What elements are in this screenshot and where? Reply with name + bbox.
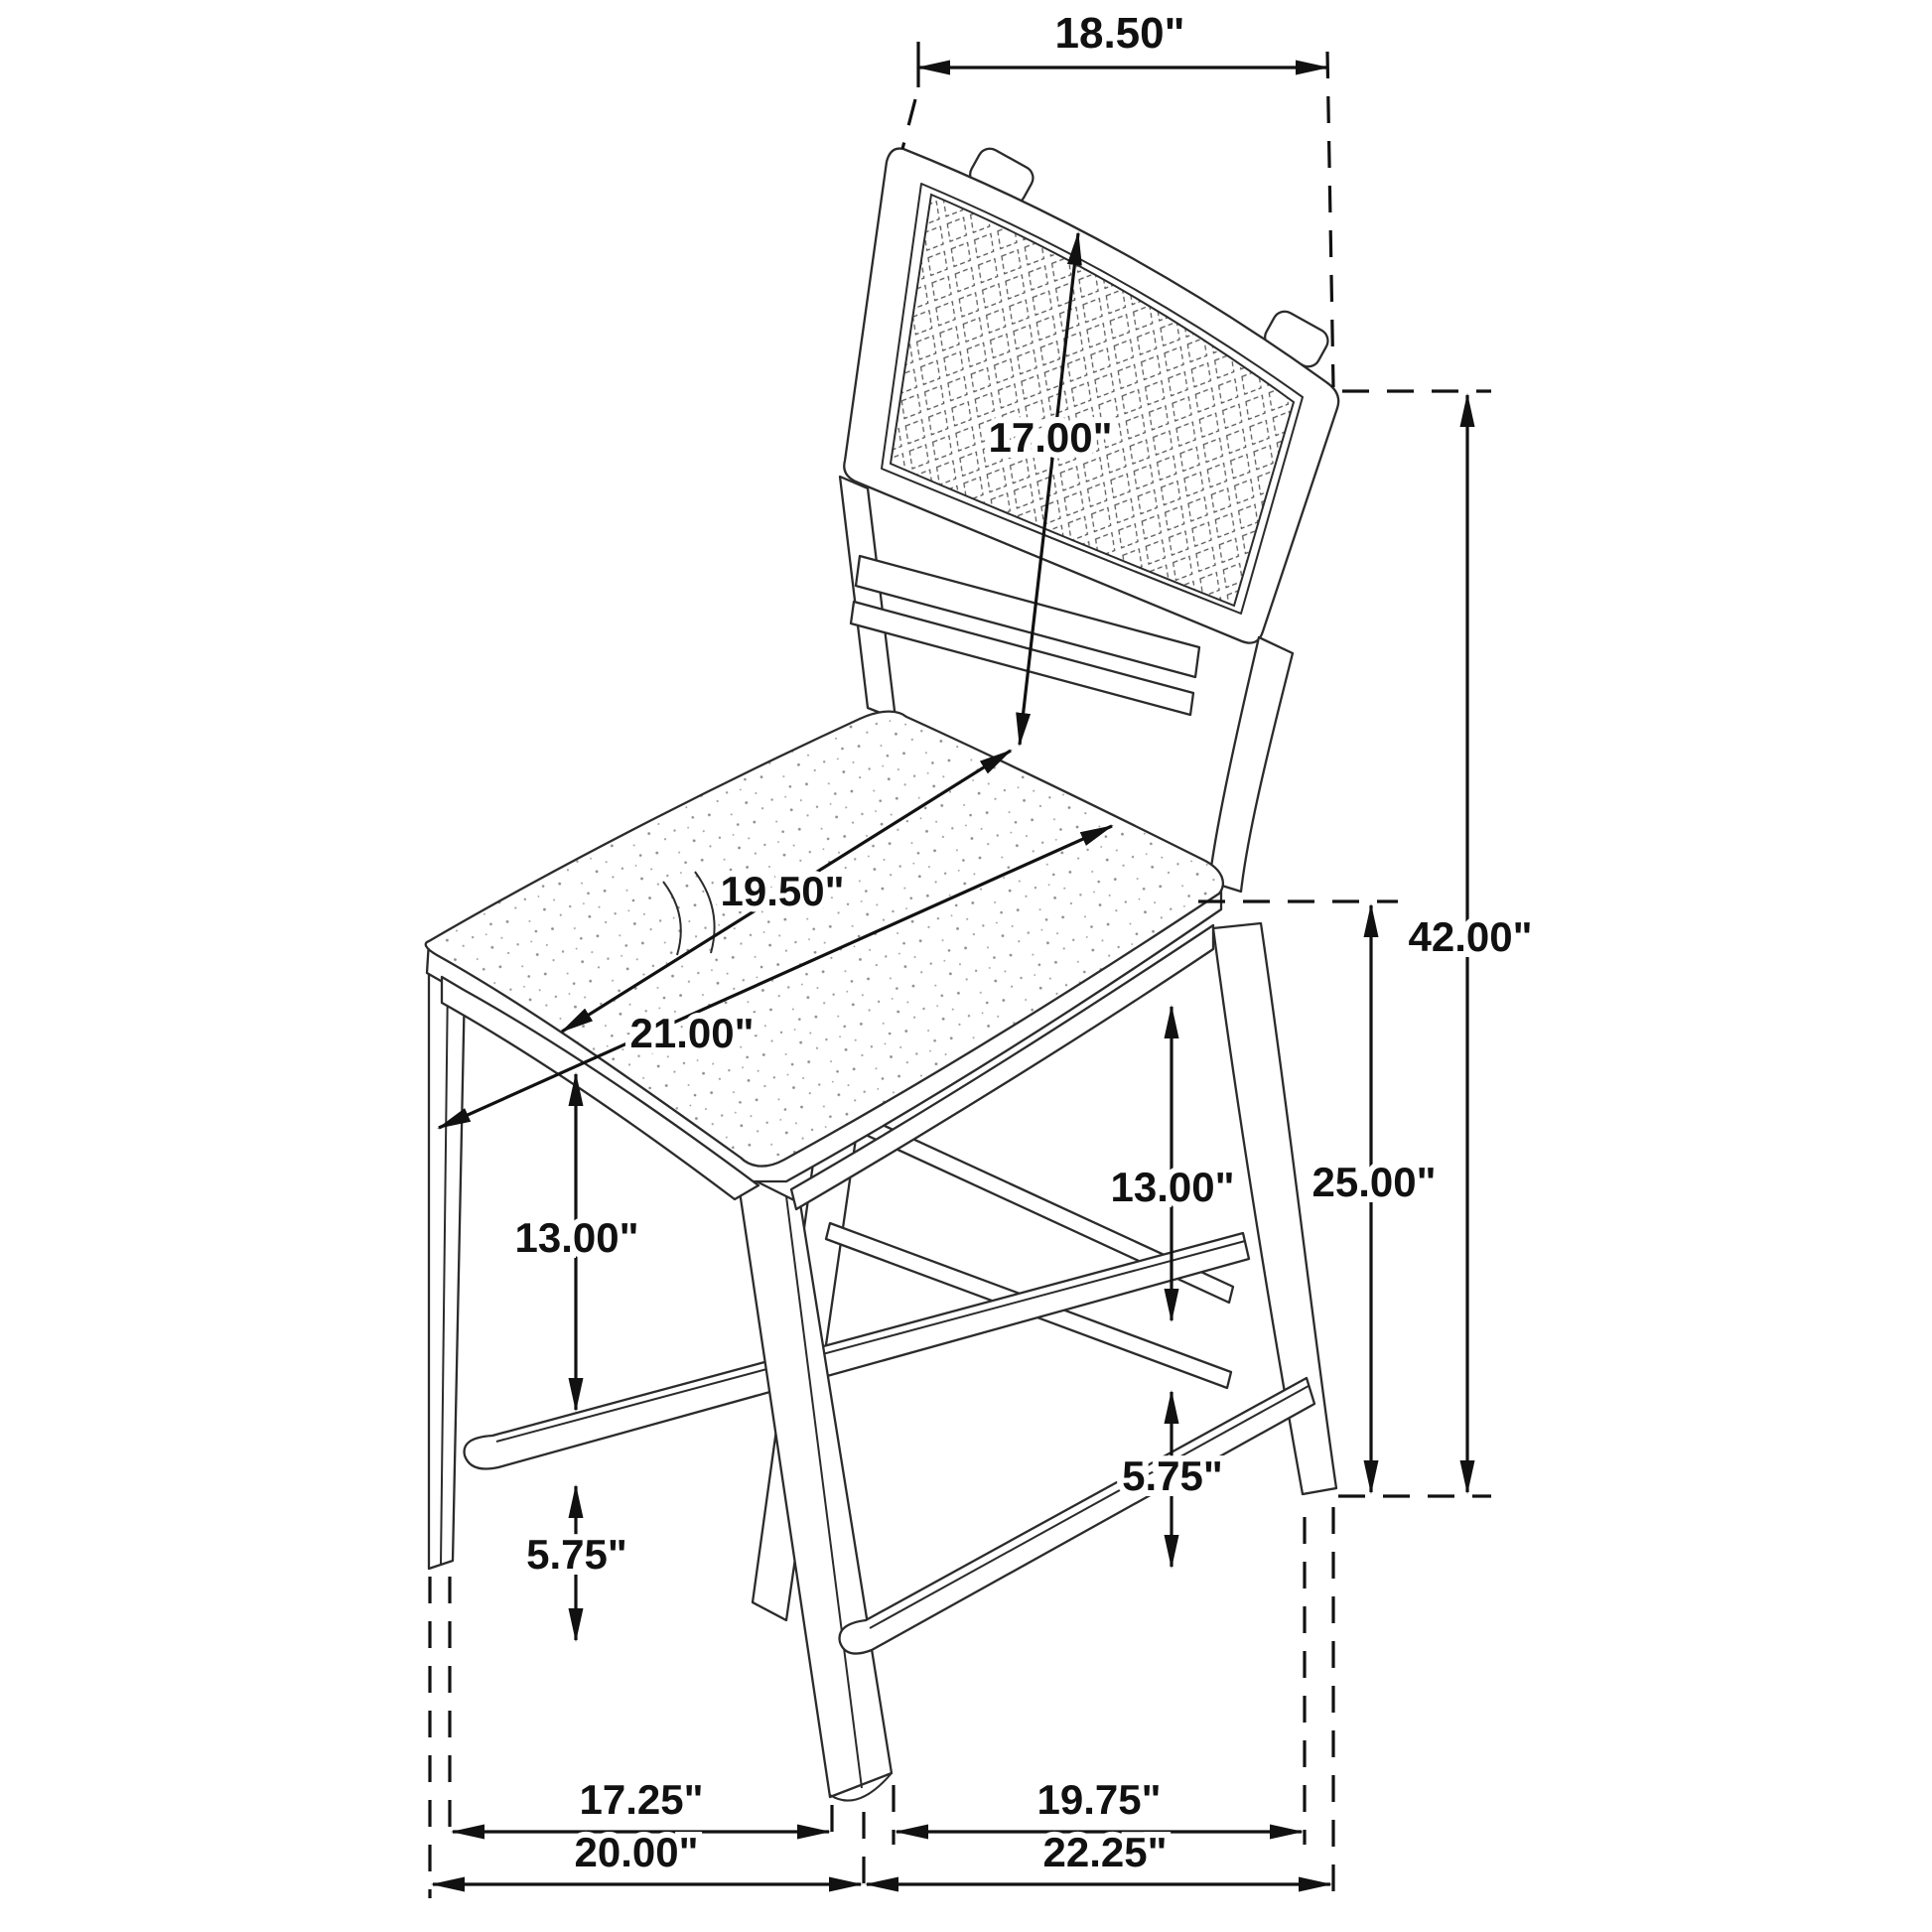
left-back-post — [840, 477, 896, 719]
dim-back-width — [918, 9, 1327, 68]
dim-overall-width-label: 20.00" — [574, 1829, 699, 1875]
dim-stretcher-to-floor-right-label: 5.75" — [1122, 1452, 1223, 1499]
dim-seat-to-stretcher-left — [514, 1074, 638, 1410]
dim-overall-height-label: 42.00" — [1408, 913, 1533, 960]
right-stretcher — [840, 1378, 1314, 1654]
dim-stretcher-to-floor-left-label: 5.75" — [526, 1531, 627, 1578]
dim-stretcher-to-floor-left — [526, 1486, 627, 1640]
dim-seat-height-label: 25.00" — [1311, 1159, 1437, 1205]
dim-side-leg-spacing-label: 19.75" — [1036, 1776, 1162, 1823]
right-back-post — [1209, 637, 1293, 892]
dim-stretcher-to-floor-right — [1122, 1392, 1223, 1567]
dim-front-leg-spacing — [453, 1776, 829, 1832]
dim-side-leg-spacing — [897, 1776, 1302, 1832]
seat-cushion — [426, 712, 1223, 1167]
dim-seat-height — [1311, 905, 1436, 1492]
dim-back-width-label: 18.50" — [1054, 9, 1185, 58]
dim-overall-depth-label: 22.25" — [1042, 1829, 1168, 1875]
dim-seat-to-stretcher-left-label: 13.00" — [514, 1214, 639, 1261]
dim-back-panel-height-label: 17.00" — [988, 414, 1113, 461]
dim-seat-depth-label: 19.50" — [720, 868, 845, 914]
dim-overall-width — [433, 1829, 861, 1884]
dim-overall-height — [1408, 395, 1532, 1492]
dim-seat-to-stretcher-right-label: 13.00" — [1110, 1164, 1235, 1210]
dim-overall-depth — [867, 1829, 1330, 1884]
dim-front-leg-spacing-label: 17.25" — [579, 1776, 704, 1823]
dim-seat-width-label: 21.00" — [629, 1010, 755, 1056]
